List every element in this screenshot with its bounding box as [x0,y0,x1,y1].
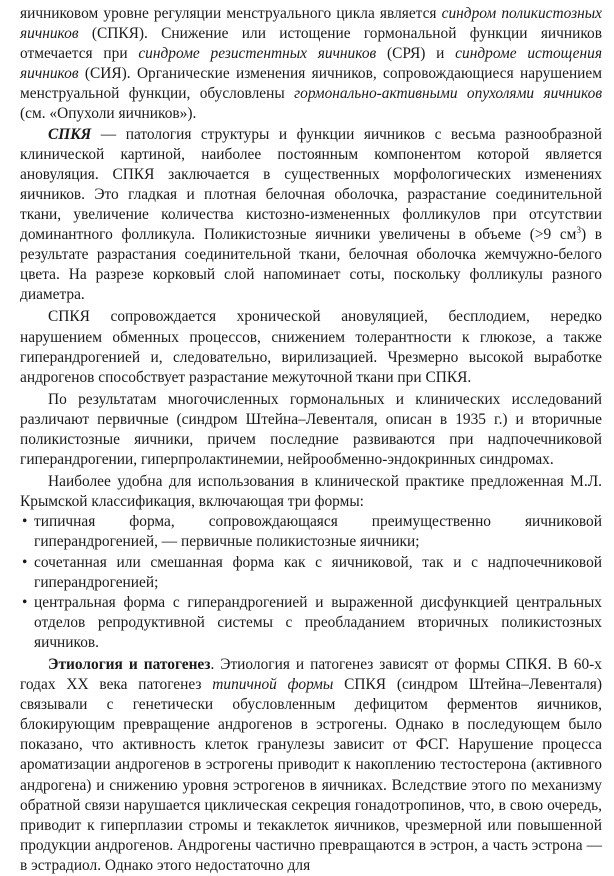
list-item-text: центральная форма с гиперандрогенией и выраженной дисфункцией центральных отделов репродуктивной системы с преобладанием вторичных поликистозных яичников. [34,593,602,651]
list-item-text: типичная форма, сопровождающаяся преимущественно яичниковой гиперандрогенией, — первичные поликистозные яичники; [34,513,602,551]
text-run: (СПКЯ). Снижение или истощение гормональной функции яичников отмечается при [20,25,602,63]
text-run: — патология структуры и функции яичников с весьма разнообразной клинической картиной, наиболее постоянным компонентом которой является ановуляция. СПКЯ заключается в существенных морфологических изменениях яичников. Это гладкая и плотная белочная оболочка, разрастание соединительной ткани, увеличение количества кистозно-измененных фолликулов при отсутствии доминантного фолликула. Поликистозные яичники увеличены в объеме (>9 см [20,125,602,244]
term-pcos: синдром поликистозных яичников [20,5,603,43]
section-lead-term: СПКЯ [48,125,92,143]
section-heading-etiology: Этиология и патогенез [48,656,211,673]
paragraph-classification-intro: Наиболее удобна для использования в клинической практике предложенная М.Л. Крымской классификация, включающая три формы: [20,473,602,511]
bullet-icon: • [22,513,28,531]
classification-list [20,512,602,653]
bullet-icon: • [22,553,28,571]
paragraph-classification-research: По результатам многочисленных гормональных и клинических исследований различают первичные (синдром Штейна–Левенталя, описан в 1935 г.) и вторичные поликистозные яичники, причем последние развиваются при надпочечниковой гиперандрогении, гиперпролактинемии, нейрообменно-эндокринных синдромах. [20,390,602,469]
term-hormone-active-tumors: гормонально-активными опухолями яичников [294,85,602,103]
paragraph-pcos-clinical: СПКЯ сопровождается хронической ановуляцией, бесплодием, нередко нарушением обменных процессов, снижением толерантности к глюкозе, а также гиперандрогенией и, следовательно, вирилизацией. Чрезмерно высокой выработке андрогенов способствует разрастание межуточной ткани при СПКЯ. [20,308,602,386]
term-resistant-ovary: синдроме резистентных яичников [138,45,377,63]
term-ovarian-exhaustion: синдроме истощения яичников [20,45,602,83]
text-run: яичниковом уровне регуляции менструального цикла является [20,5,442,22]
paragraph-intro [20,4,602,125]
bullet-icon: • [22,593,28,611]
list-item [20,593,602,653]
term-typical-form: типичной формы [212,676,334,694]
paragraph-pcos-definition [20,125,602,306]
text-run: (СРЯ) и [376,45,456,63]
text-run: (см. «Опухоли яичников»). [20,105,197,123]
text-run: (СИЯ). Органические изменения яичников, сопровождающиеся нарушением менструальной функции, обусловлены [20,65,602,103]
paragraph-etiology [20,655,602,876]
text-run: ) в результате разрастания соединительной ткани, белочная оболочка жемчужно-белого цвета. На разрезе корковый слой напоминает соты, поскольку фолликулы разного диаметра. [20,226,602,304]
list-item [20,512,602,552]
text-run: СПКЯ (синдром Штейна–Левенталя) связывали с генетически обусловленным дефицитом ферментов яичников, блокирующим превращение андрогенов в эстрогены. Однако в последующем было показано, что активность клеток гранулезы зависит от ФСГ. Нарушение процесса ароматизации андрогенов в эстрогены приводит к накоплению тестостерона (активного андрогена) и снижению уровня эстрогенов в яичниках. Вследствие этого по механизму обратной связи нарушается циклическая секреция гонадотропинов, что, в свою очередь, приводит к гиперплазии стромы и текаклеток яичников, чрезмерной или повышенной продукции андрогенов. Андрогены частично превращаются в эстрон, а часть эстрона — в эстрадиол. Однако этого недостаточно для [20,676,602,874]
superscript: 3 [576,224,581,235]
text-run: . Этиология и патогенез зависят от формы СПКЯ. В 60-х годах XX века патогенез [20,656,602,694]
list-item [20,553,602,593]
list-item-text: сочетанная или смешанная форма как с яичниковой, так и с надпочечниковой гиперандрогенией; [34,553,602,591]
